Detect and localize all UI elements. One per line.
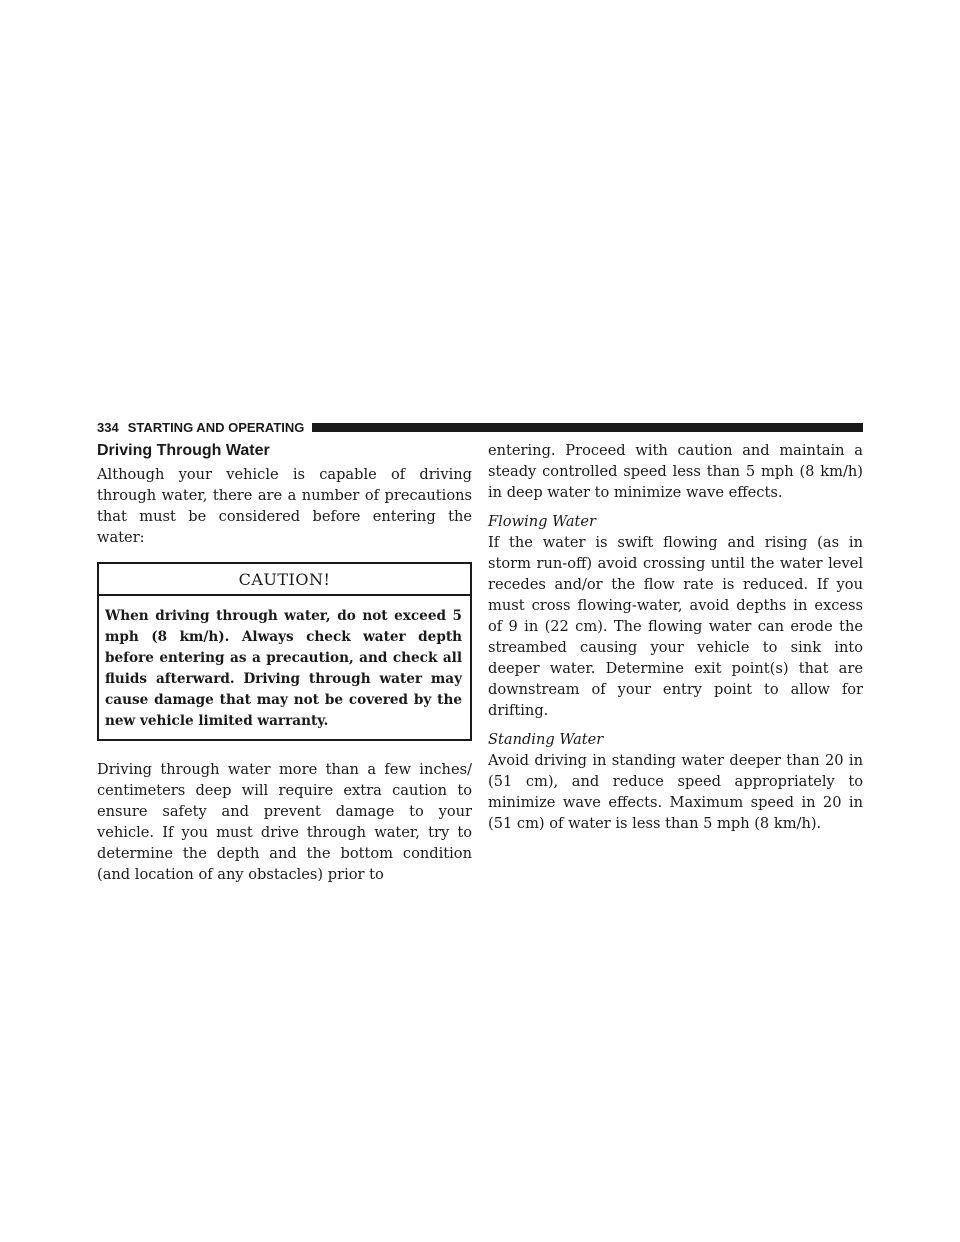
caution-box [97,562,472,741]
flowing-water-paragraph: If the water is swift flowing and rising (as in storm run-off) avoid crossing until the water level recedes and/or the flow rate is reduced. If you must cross flowing-water, avoid depths in excess of 9 in (22 cm). The flowing water can erode the streambed causing your vehicle to sink into deeper water. Determine exit point(s) that are downstream of your entry point to allow for drifting. [488,534,863,719]
caution-title: CAUTION! [99,564,470,596]
page-number: 334 [97,419,119,435]
standing-water-subheading: Standing Water [488,731,604,748]
depth-paragraph: Driving through water more than a few inches/ centimeters deep will require extra caution to ensure safety and prevent damage to your vehicle. If you must drive through water, try to determine the depth and the bottom condition (and location of any obstacles) prior to [97,761,472,883]
section-heading: Driving Through Water [97,442,270,459]
flowing-water-subheading: Flowing Water [488,513,597,530]
page-header [97,418,863,436]
continuation-paragraph: entering. Proceed with caution and maintain a steady controlled speed less than 5 mph (8 km/h) in deep water to minimize wave effects. [488,442,863,501]
header-rule [312,423,863,432]
section-title: STARTING AND OPERATING [127,419,305,435]
intro-paragraph: Although your vehicle is capable of driving through water, there are a number of precautions that must be considered before entering the water: [97,466,472,546]
standing-water-paragraph: Avoid driving in standing water deeper than 20 in (51 cm), and reduce speed appropriately to minimize wave effects. Maximum speed in 20 in (51 cm) of water is less than 5 mph (8 km/h). [488,752,863,832]
left-column [97,440,472,885]
right-column [488,440,863,834]
caution-text: When driving through water, do not exceed 5 mph (8 km/h). Always check water depth before entering as a precaution, and check all fluids afterward. Driving through water may cause damage that may not be covered by the new vehicle limited warranty. [105,608,462,729]
